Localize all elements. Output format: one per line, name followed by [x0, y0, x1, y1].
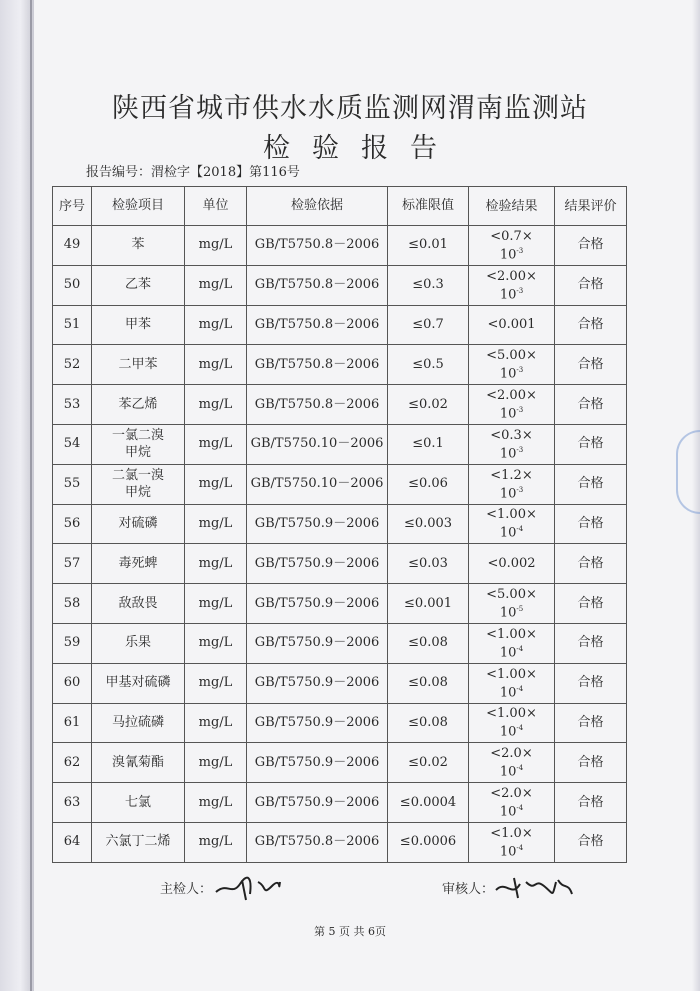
exponent-base: 10	[499, 764, 517, 780]
organization-title: 陕西省城市供水水质监测网渭南监测站	[112, 93, 588, 124]
table-row	[53, 345, 627, 385]
result-exponent	[469, 642, 554, 660]
result-value: <2.00×	[486, 387, 537, 403]
cell-no: 62	[53, 743, 92, 783]
result-exponent	[469, 721, 554, 739]
cell-unit: mg/L	[185, 464, 247, 504]
cell-no: 50	[53, 265, 92, 305]
result-value: <1.00×	[486, 706, 537, 722]
cell-eval: 合格	[555, 822, 627, 862]
cell-eval: 合格	[555, 584, 627, 624]
cell-no: 57	[53, 544, 92, 584]
result-value: <2.0×	[490, 746, 533, 762]
cell-limit: ≤0.02	[388, 385, 469, 425]
inspector-signature	[212, 872, 282, 902]
cell-eval: 合格	[555, 623, 627, 663]
cell-result	[469, 743, 555, 783]
cell-result	[469, 663, 555, 703]
cell-basis: GB/T5750.9－2006	[247, 584, 388, 624]
result-exponent	[469, 284, 554, 302]
header-limit: 标准限值	[388, 187, 469, 226]
exponent-base: 10	[499, 366, 517, 382]
exponent-base: 10	[499, 804, 517, 820]
cell-item: 对硫磷	[92, 504, 185, 544]
exponent-power: -4	[516, 684, 524, 693]
page-number: 第 5 页 共 6页	[314, 925, 386, 938]
cell-no: 61	[53, 703, 92, 743]
cell-result	[469, 623, 555, 663]
cell-limit: ≤0.3	[388, 265, 469, 305]
exponent-power: -4	[516, 525, 524, 534]
cell-unit: mg/L	[185, 822, 247, 862]
cell-item: 敌敌畏	[92, 584, 185, 624]
inspector-label: 主检人：	[160, 881, 213, 897]
cell-item: 乙苯	[92, 265, 185, 305]
cell-basis: GB/T5750.9－2006	[247, 783, 388, 823]
cell-no: 54	[53, 424, 92, 464]
cell-eval: 合格	[555, 305, 627, 345]
cell-limit: ≤0.0004	[388, 783, 469, 823]
cell-eval: 合格	[555, 464, 627, 504]
exponent-power: -3	[516, 405, 524, 414]
table-header-row	[53, 187, 627, 226]
cell-result	[469, 385, 555, 425]
cell-basis: GB/T5750.10－2006	[247, 464, 388, 504]
exponent-base: 10	[499, 485, 517, 501]
cell-no: 64	[53, 822, 92, 862]
seal-stamp-partial	[676, 430, 700, 514]
result-value: <1.00×	[486, 507, 537, 523]
cell-unit: mg/L	[185, 584, 247, 624]
cell-no: 60	[53, 663, 92, 703]
result-exponent	[469, 682, 554, 700]
cell-basis: GB/T5750.9－2006	[247, 623, 388, 663]
table-row	[53, 305, 627, 345]
cell-result	[469, 783, 555, 823]
cell-unit: mg/L	[185, 743, 247, 783]
exponent-base: 10	[499, 645, 517, 661]
table-row	[53, 663, 627, 703]
table-row	[53, 743, 627, 783]
cell-no: 52	[53, 345, 92, 385]
exponent-power: -4	[516, 764, 524, 773]
result-exponent	[469, 761, 554, 779]
cell-item: 乐果	[92, 623, 185, 663]
cell-item: 毒死蜱	[92, 544, 185, 584]
cell-eval: 合格	[555, 504, 627, 544]
result-value: <2.0×	[490, 785, 533, 801]
result-value: <5.00×	[486, 348, 537, 364]
header-basis: 检验依据	[247, 187, 388, 226]
table-row	[53, 623, 627, 663]
cell-basis: GB/T5750.9－2006	[247, 544, 388, 584]
cell-unit: mg/L	[185, 703, 247, 743]
cell-limit: ≤0.08	[388, 663, 469, 703]
result-exponent	[469, 483, 554, 501]
result-exponent	[469, 363, 554, 381]
exponent-base: 10	[499, 684, 517, 700]
cell-basis: GB/T5750.9－2006	[247, 703, 388, 743]
result-value: <5.00×	[486, 586, 537, 602]
cell-item: 苯乙烯	[92, 385, 185, 425]
result-value: <0.7×	[490, 228, 533, 244]
cell-item: 马拉硫磷	[92, 703, 185, 743]
cell-limit: ≤0.08	[388, 703, 469, 743]
exponent-base: 10	[499, 286, 517, 302]
cell-limit: ≤0.02	[388, 743, 469, 783]
result-value: <0.001	[487, 317, 536, 333]
result-exponent	[469, 403, 554, 421]
cell-item: 二氯一溴甲烷	[92, 464, 185, 504]
cell-unit: mg/L	[185, 544, 247, 584]
result-exponent	[469, 602, 554, 620]
cell-basis: GB/T5750.9－2006	[247, 663, 388, 703]
cell-no: 49	[53, 226, 92, 266]
result-value: <2.00×	[486, 268, 537, 284]
exponent-base: 10	[499, 406, 517, 422]
cell-result	[469, 345, 555, 385]
cell-eval: 合格	[555, 743, 627, 783]
inspection-table	[52, 186, 627, 863]
result-exponent	[469, 244, 554, 262]
inspector-signature-block	[160, 872, 282, 902]
table-row	[53, 584, 627, 624]
cell-eval: 合格	[555, 424, 627, 464]
cell-limit: ≤0.003	[388, 504, 469, 544]
cell-unit: mg/L	[185, 424, 247, 464]
cell-result	[469, 703, 555, 743]
table-row	[53, 504, 627, 544]
cell-basis: GB/T5750.8－2006	[247, 822, 388, 862]
cell-item: 一氯二溴甲烷	[92, 424, 185, 464]
cell-unit: mg/L	[185, 345, 247, 385]
exponent-power: -3	[516, 246, 524, 255]
cell-eval: 合格	[555, 663, 627, 703]
cell-eval: 合格	[555, 703, 627, 743]
result-value: <1.00×	[486, 626, 537, 642]
table-row	[53, 464, 627, 504]
exponent-power: -4	[516, 644, 524, 653]
exponent-power: -3	[516, 366, 524, 375]
cell-unit: mg/L	[185, 385, 247, 425]
cell-unit: mg/L	[185, 226, 247, 266]
header-item: 检验项目	[92, 187, 185, 226]
header-seq: 序号	[53, 187, 92, 226]
cell-basis: GB/T5750.8－2006	[247, 345, 388, 385]
result-exponent	[469, 443, 554, 461]
cell-limit: ≤0.06	[388, 464, 469, 504]
cell-unit: mg/L	[185, 504, 247, 544]
exponent-base: 10	[499, 525, 517, 541]
cell-basis: GB/T5750.9－2006	[247, 504, 388, 544]
cell-basis: GB/T5750.8－2006	[247, 305, 388, 345]
cell-unit: mg/L	[185, 783, 247, 823]
exponent-power: -4	[516, 803, 524, 812]
table-row	[53, 265, 627, 305]
exponent-base: 10	[499, 724, 517, 740]
result-value: <0.3×	[490, 427, 533, 443]
cell-result	[469, 504, 555, 544]
header-evaluation: 结果评价	[555, 187, 627, 226]
cell-basis: GB/T5750.9－2006	[247, 743, 388, 783]
cell-no: 59	[53, 623, 92, 663]
exponent-power: -3	[516, 286, 524, 295]
table-row	[53, 385, 627, 425]
result-exponent	[469, 841, 554, 859]
cell-unit: mg/L	[185, 623, 247, 663]
result-exponent	[469, 522, 554, 540]
cell-item: 苯	[92, 226, 185, 266]
cell-no: 51	[53, 305, 92, 345]
table-row	[53, 424, 627, 464]
cell-item: 甲基对硫磷	[92, 663, 185, 703]
cell-result	[469, 226, 555, 266]
cell-item: 七氯	[92, 783, 185, 823]
result-exponent	[469, 801, 554, 819]
exponent-power: -3	[516, 445, 524, 454]
table-row	[53, 783, 627, 823]
cell-item: 六氯丁二烯	[92, 822, 185, 862]
cell-no: 56	[53, 504, 92, 544]
cell-limit: ≤0.0006	[388, 822, 469, 862]
cell-result	[469, 424, 555, 464]
cell-limit: ≤0.08	[388, 623, 469, 663]
table-row	[53, 703, 627, 743]
header-result: 检验结果	[469, 187, 555, 226]
cell-eval: 合格	[555, 783, 627, 823]
cell-result	[469, 584, 555, 624]
cell-unit: mg/L	[185, 663, 247, 703]
cell-unit: mg/L	[185, 265, 247, 305]
cell-result	[469, 822, 555, 862]
result-value: <1.2×	[490, 467, 533, 483]
exponent-base: 10	[499, 844, 517, 860]
cell-limit: ≤0.001	[388, 584, 469, 624]
cell-item: 二甲苯	[92, 345, 185, 385]
cell-eval: 合格	[555, 345, 627, 385]
report-title: 检验报告	[263, 133, 459, 164]
cell-no: 53	[53, 385, 92, 425]
cell-eval: 合格	[555, 265, 627, 305]
report-number: 报告编号：渭检字【2018】第116号	[86, 165, 300, 180]
cell-basis: GB/T5750.10－2006	[247, 424, 388, 464]
result-value: <1.00×	[486, 666, 537, 682]
result-value: <1.0×	[490, 825, 533, 841]
exponent-power: -5	[516, 604, 524, 613]
cell-eval: 合格	[555, 226, 627, 266]
cell-limit: ≤0.03	[388, 544, 469, 584]
cell-no: 63	[53, 783, 92, 823]
cell-basis: GB/T5750.8－2006	[247, 385, 388, 425]
cell-eval: 合格	[555, 544, 627, 584]
reviewer-signature-block	[442, 872, 574, 902]
cell-limit: ≤0.1	[388, 424, 469, 464]
table-row	[53, 822, 627, 862]
table-row	[53, 544, 627, 584]
cell-limit: ≤0.7	[388, 305, 469, 345]
header-unit: 单位	[185, 187, 247, 226]
cell-basis: GB/T5750.8－2006	[247, 265, 388, 305]
cell-result	[469, 305, 555, 345]
cell-result	[469, 464, 555, 504]
exponent-base: 10	[499, 605, 517, 621]
reviewer-label: 审核人：	[442, 881, 495, 897]
cell-item: 溴氰菊酯	[92, 743, 185, 783]
reviewer-signature	[494, 872, 574, 902]
cell-basis: GB/T5750.8－2006	[247, 226, 388, 266]
table-row	[53, 226, 627, 266]
cell-result	[469, 265, 555, 305]
cell-result	[469, 544, 555, 584]
cell-unit: mg/L	[185, 305, 247, 345]
exponent-power: -4	[516, 843, 524, 852]
cell-eval: 合格	[555, 385, 627, 425]
cell-item: 甲苯	[92, 305, 185, 345]
cell-limit: ≤0.01	[388, 226, 469, 266]
exponent-base: 10	[499, 247, 517, 263]
exponent-base: 10	[499, 446, 517, 462]
cell-no: 58	[53, 584, 92, 624]
exponent-power: -4	[516, 724, 524, 733]
result-value: <0.002	[487, 556, 536, 572]
exponent-power: -3	[516, 485, 524, 494]
cell-limit: ≤0.5	[388, 345, 469, 385]
cell-no: 55	[53, 464, 92, 504]
